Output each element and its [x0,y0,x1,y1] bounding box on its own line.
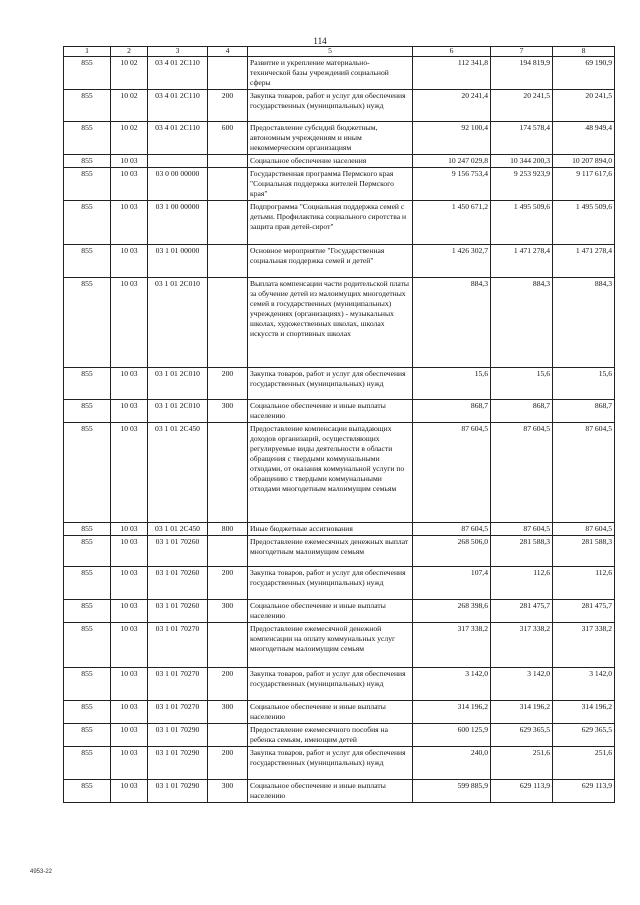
cell-c5: Выплата компенсации части родительской платы за обучение детей из малоимущих многодетных семей в государственных (муниципальных) учреждениях (организациях) - музыкальных школах, художественных школах, школах искусств и спортивных школах [248,278,413,368]
cell-c1: 855 [64,155,111,168]
cell-c2: 10 03 [111,201,148,245]
cell-c5: Закупка товаров, работ и услуг для обеспечения государственных (муниципальных) нужд [248,567,413,600]
cell-c1: 855 [64,701,111,724]
cell-c7: 629 365,5 [491,724,553,747]
cell-c7: 112,6 [491,567,553,600]
cell-c5: Социальное обеспечение и иные выплаты населению [248,400,413,423]
cell-c8: 9 117 617,6 [553,168,615,201]
cell-c4: 300 [208,600,248,623]
table-row [64,90,615,122]
cell-c1: 855 [64,278,111,368]
cell-c5: Иные бюджетные ассигнования [248,523,413,536]
table-row [64,523,615,536]
cell-c3: 03 4 01 2С110 [148,57,208,90]
cell-c3: 03 1 01 70290 [148,780,208,803]
cell-c2: 10 03 [111,368,148,400]
cell-c5: Предоставление субсидий бюджетным, автономным учреждениям и иным некоммерческим организациям [248,122,413,155]
cell-c6: 87 604,5 [413,423,491,523]
column-header: 3 [148,47,208,57]
cell-c5: Основное мероприятие "Государственная социальная поддержка семей и детей" [248,245,413,278]
cell-c8: 3 142,0 [553,668,615,701]
cell-c2: 10 03 [111,724,148,747]
document-code: 4953-22 [30,869,53,875]
cell-c1: 855 [64,724,111,747]
cell-c1: 855 [64,122,111,155]
cell-c7: 629 113,9 [491,780,553,803]
column-header: 7 [491,47,553,57]
cell-c5: Социальное обеспечение и иные выплаты населению [248,701,413,724]
table-row [64,724,615,747]
cell-c8: 112,6 [553,567,615,600]
cell-c6: 92 100,4 [413,122,491,155]
cell-c2: 10 03 [111,600,148,623]
cell-c4 [208,536,248,567]
cell-c7: 194 819,9 [491,57,553,90]
column-header: 6 [413,47,491,57]
cell-c8: 868,7 [553,400,615,423]
table-row [64,623,615,668]
column-header: 5 [248,47,413,57]
cell-c7: 1 471 278,4 [491,245,553,278]
cell-c8: 48 949,4 [553,122,615,155]
cell-c4: 200 [208,90,248,122]
cell-c6: 884,3 [413,278,491,368]
cell-c7: 281 588,3 [491,536,553,567]
cell-c7: 10 344 200,3 [491,155,553,168]
column-header: 4 [208,47,248,57]
cell-c2: 10 03 [111,668,148,701]
cell-c6: 600 125,9 [413,724,491,747]
cell-c7: 1 495 509,6 [491,201,553,245]
cell-c7: 87 604,5 [491,523,553,536]
cell-c1: 855 [64,567,111,600]
cell-c3: 03 1 01 2С010 [148,278,208,368]
cell-c4: 300 [208,701,248,724]
cell-c6: 317 338,2 [413,623,491,668]
cell-c4: 800 [208,523,248,536]
cell-c4 [208,155,248,168]
cell-c7: 317 338,2 [491,623,553,668]
table-row [64,701,615,724]
cell-c4: 200 [208,747,248,780]
cell-c5: Закупка товаров, работ и услуг для обеспечения государственных (муниципальных) нужд [248,747,413,780]
cell-c3 [148,155,208,168]
cell-c6: 314 196,2 [413,701,491,724]
cell-c8: 20 241,5 [553,90,615,122]
cell-c2: 10 02 [111,57,148,90]
cell-c8: 1 471 278,4 [553,245,615,278]
cell-c3: 03 1 01 2С450 [148,423,208,523]
cell-c8: 251,6 [553,747,615,780]
cell-c4: 600 [208,122,248,155]
cell-c4 [208,724,248,747]
cell-c5: Социальное обеспечение и иные выплаты населению [248,780,413,803]
table-row [64,400,615,423]
cell-c5: Подпрограмма "Социальная поддержка семей с детьми. Профилактика социального сиротства и защита прав детей-сирот" [248,201,413,245]
cell-c8: 87 604,5 [553,423,615,523]
header-row [64,47,615,57]
cell-c3: 03 1 01 70260 [148,600,208,623]
budget-table [63,46,615,803]
cell-c1: 855 [64,600,111,623]
cell-c6: 240,0 [413,747,491,780]
cell-c5: Предоставление ежемесячного пособия на ребенка семьям, имеющим детей [248,724,413,747]
cell-c3: 03 4 01 2С110 [148,90,208,122]
cell-c6: 9 156 753,4 [413,168,491,201]
cell-c1: 855 [64,57,111,90]
table-row [64,57,615,90]
cell-c2: 10 03 [111,278,148,368]
cell-c4 [208,245,248,278]
cell-c8: 69 190,9 [553,57,615,90]
cell-c4 [208,168,248,201]
cell-c1: 855 [64,400,111,423]
cell-c7: 9 253 923,9 [491,168,553,201]
cell-c1: 855 [64,245,111,278]
cell-c3: 03 0 00 00000 [148,168,208,201]
cell-c5: Социальное обеспечение населения [248,155,413,168]
cell-c5: Предоставление ежемесячной денежной компенсации на оплату коммунальных услуг многодетным малоимущим семьям [248,623,413,668]
cell-c2: 10 02 [111,122,148,155]
cell-c5: Государственная программа Пермского края "Социальная поддержка жителей Пермского края" [248,168,413,201]
cell-c7: 87 604,5 [491,423,553,523]
table-row [64,600,615,623]
cell-c1: 855 [64,368,111,400]
cell-c8: 317 338,2 [553,623,615,668]
cell-c2: 10 03 [111,155,148,168]
cell-c6: 20 241,4 [413,90,491,122]
cell-c2: 10 03 [111,567,148,600]
cell-c2: 10 03 [111,423,148,523]
cell-c4 [208,423,248,523]
cell-c7: 174 578,4 [491,122,553,155]
cell-c4: 300 [208,400,248,423]
cell-c6: 107,4 [413,567,491,600]
cell-c8: 281 588,3 [553,536,615,567]
cell-c4: 200 [208,368,248,400]
cell-c6: 868,7 [413,400,491,423]
cell-c4: 200 [208,668,248,701]
table-row [64,668,615,701]
cell-c3: 03 1 01 70270 [148,701,208,724]
cell-c5: Закупка товаров, работ и услуг для обеспечения государственных (муниципальных) нужд [248,90,413,122]
cell-c1: 855 [64,780,111,803]
cell-c6: 1 426 302,7 [413,245,491,278]
cell-c1: 855 [64,623,111,668]
table-row [64,567,615,600]
cell-c1: 855 [64,536,111,567]
cell-c3: 03 1 01 00000 [148,245,208,278]
cell-c5: Предоставление ежемесячных денежных выплат многодетным малоимущим семьям [248,536,413,567]
cell-c5: Социальное обеспечение и иные выплаты населению [248,600,413,623]
cell-c1: 855 [64,668,111,701]
cell-c7: 884,3 [491,278,553,368]
cell-c7: 3 142,0 [491,668,553,701]
cell-c4 [208,278,248,368]
cell-c5: Развитие и укрепление материально-технической базы учреждений социальной сферы [248,57,413,90]
cell-c8: 629 113,9 [553,780,615,803]
cell-c2: 10 03 [111,780,148,803]
cell-c7: 281 475,7 [491,600,553,623]
table-row [64,278,615,368]
cell-c5: Предоставление компенсации выпадающих доходов организаций, осуществляющих регулируемые виды деятельности в области обращения с твердыми коммунальными отходами, от оказания коммунальной услуги по обращению с твердыми коммунальными отходами многодетным малоимущим семьям [248,423,413,523]
cell-c5: Закупка товаров, работ и услуг для обеспечения государственных (муниципальных) нужд [248,668,413,701]
cell-c3: 03 1 01 2С010 [148,368,208,400]
cell-c8: 1 495 509,6 [553,201,615,245]
cell-c6: 112 341,8 [413,57,491,90]
table-row [64,368,615,400]
cell-c6: 268 398,6 [413,600,491,623]
column-header: 1 [64,47,111,57]
cell-c2: 10 03 [111,168,148,201]
cell-c1: 855 [64,523,111,536]
cell-c2: 10 03 [111,400,148,423]
cell-c6: 268 506,0 [413,536,491,567]
cell-c1: 855 [64,201,111,245]
cell-c2: 10 03 [111,623,148,668]
cell-c1: 855 [64,90,111,122]
cell-c8: 87 604,5 [553,523,615,536]
cell-c7: 15,6 [491,368,553,400]
cell-c8: 15,6 [553,368,615,400]
table-row [64,168,615,201]
cell-c4 [208,57,248,90]
cell-c6: 10 247 029,8 [413,155,491,168]
cell-c8: 629 365,5 [553,724,615,747]
cell-c5: Закупка товаров, работ и услуг для обеспечения государственных (муниципальных) нужд [248,368,413,400]
table-row [64,201,615,245]
cell-c2: 10 03 [111,536,148,567]
cell-c3: 03 1 01 70290 [148,747,208,780]
cell-c3: 03 1 01 70270 [148,623,208,668]
cell-c3: 03 1 01 70260 [148,536,208,567]
cell-c2: 10 03 [111,747,148,780]
cell-c2: 10 03 [111,523,148,536]
cell-c4 [208,201,248,245]
cell-c3: 03 1 00 00000 [148,201,208,245]
cell-c8: 314 196,2 [553,701,615,724]
cell-c8: 281 475,7 [553,600,615,623]
cell-c3: 03 1 01 2С010 [148,400,208,423]
cell-c6: 599 885,9 [413,780,491,803]
cell-c3: 03 4 01 2С110 [148,122,208,155]
cell-c3: 03 1 01 2С450 [148,523,208,536]
table-body [64,57,615,803]
cell-c7: 314 196,2 [491,701,553,724]
cell-c1: 855 [64,168,111,201]
cell-c6: 3 142,0 [413,668,491,701]
cell-c2: 10 03 [111,245,148,278]
table-row [64,423,615,523]
table-row [64,536,615,567]
cell-c7: 868,7 [491,400,553,423]
cell-c3: 03 1 01 70260 [148,567,208,600]
cell-c3: 03 1 01 70290 [148,724,208,747]
cell-c6: 15,6 [413,368,491,400]
cell-c6: 87 604,5 [413,523,491,536]
table-row [64,780,615,803]
cell-c2: 10 02 [111,90,148,122]
table-row [64,155,615,168]
cell-c8: 10 207 894,0 [553,155,615,168]
table-row [64,245,615,278]
table-row [64,122,615,155]
table-row [64,747,615,780]
cell-c4: 300 [208,780,248,803]
cell-c3: 03 1 01 70270 [148,668,208,701]
cell-c7: 251,6 [491,747,553,780]
cell-c6: 1 450 671,2 [413,201,491,245]
cell-c1: 855 [64,747,111,780]
cell-c7: 20 241,5 [491,90,553,122]
cell-c1: 855 [64,423,111,523]
page-number: 114 [313,36,327,46]
column-header: 2 [111,47,148,57]
column-header: 8 [553,47,615,57]
cell-c4 [208,623,248,668]
cell-c2: 10 03 [111,701,148,724]
cell-c8: 884,3 [553,278,615,368]
cell-c4: 200 [208,567,248,600]
